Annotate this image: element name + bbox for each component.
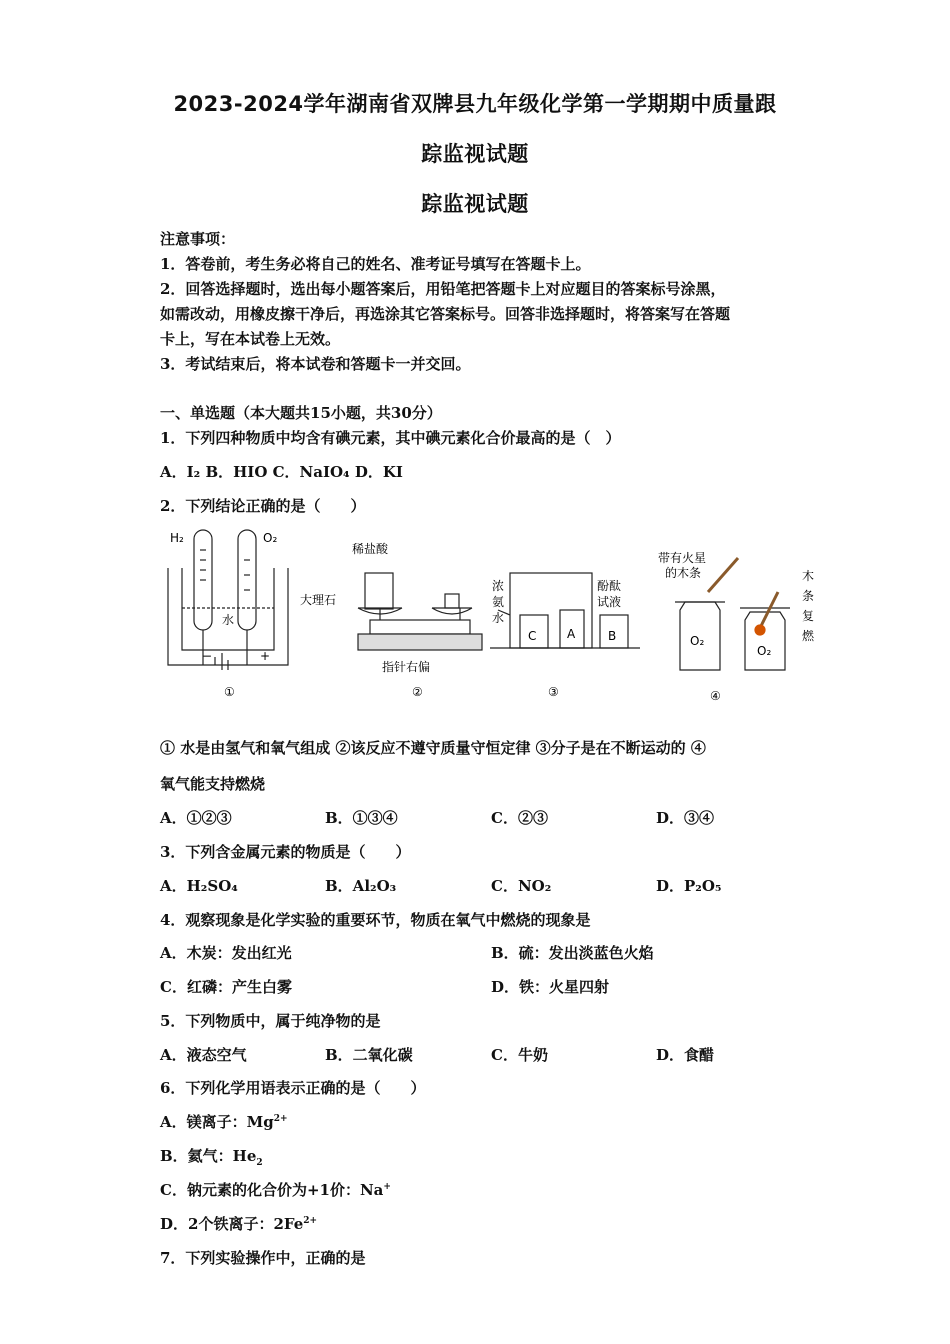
marble-label: 大理石 [300,593,337,607]
beaker-b-label: B [608,629,617,643]
q5-option-d[interactable]: D．食醋 [656,1046,715,1064]
q6-option-d-charge: 2+ [303,1216,318,1226]
q6-option-c-text: C．钠元素的化合价为+1价：Na [160,1181,384,1199]
relight-label-1: 木 [802,569,815,583]
q6-option-b-subscript: 2 [256,1158,263,1168]
notice-heading: 注意事项： [160,230,236,248]
q4-option-a[interactable]: A．木炭：发出红光 [160,944,292,962]
q6-option-b-text: B．氦气：He [160,1147,257,1165]
q3-option-c[interactable]: C．NO₂ [491,877,552,895]
q6-option-a-charge: 2+ [273,1114,288,1124]
h2-label: H₂ [170,531,184,545]
notice-item-1: 1．答卷前，考生务必将自己的姓名、准考证号填写在答题卡上。 [160,255,591,273]
q6-option-c-charge: + [383,1182,391,1192]
q2-option-c[interactable]: C．②③ [491,809,548,827]
q6-option-b[interactable] [160,1145,263,1168]
q3-option-a[interactable]: A．H₂SO₄ [160,877,238,895]
q3-option-d[interactable]: D．P₂O₅ [656,877,722,895]
q6-stem: 6．下列化学用语表示正确的是（ ） [160,1079,426,1097]
o2-bottle-2-label: O₂ [757,644,772,658]
notice-item-2-cont: 如需改动，用橡皮擦干净后，再选涂其它答案标号。回答非选择题时，将答案写在答题 [160,305,731,323]
conc-ammonia-1: 浓 [492,579,505,593]
figure-label-1: ① [224,685,235,699]
dilute-hcl-label: 稀盐酸 [352,542,389,556]
figure-label-3: ③ [548,685,559,699]
q5-option-a[interactable]: A．液态空气 [160,1046,247,1064]
svg-text:+: + [260,649,271,663]
relight-label-4: 燃 [802,629,815,643]
relight-label-2: 条 [802,589,815,603]
beaker-a-label: A [567,627,576,641]
q4-option-b[interactable]: B．硫：发出淡蓝色火焰 [491,944,654,962]
phenolphthalein-label-1: 酚酞 [597,579,622,593]
figure-label-2: ② [412,685,423,699]
relight-label-3: 复 [802,609,815,623]
q2-option-d[interactable]: D．③④ [656,809,715,827]
q7-stem: 7．下列实验操作中，正确的是 [160,1249,366,1267]
electrolysis-inner [182,568,274,650]
q5-stem: 5．下列物质中，属于纯净物的是 [160,1012,381,1030]
conc-ammonia-3: 水 [492,611,505,625]
q4-stem: 4．观察现象是化学实验的重要环节，物质在氧气中燃烧的现象是 [160,911,591,929]
q2-option-b[interactable]: B．①③④ [325,809,398,827]
spark-stick-label-1: 带有火星 [658,551,707,565]
pointer-right-label: 指针右偏 [382,660,431,674]
q5-option-c[interactable]: C．牛奶 [491,1046,548,1064]
q6-option-d[interactable] [160,1213,317,1234]
exam-title-line3: 踪监视试题 [421,192,529,216]
beaker-c-label: C [528,629,537,643]
q2-statement-line2: 氧气能支持燃烧 [160,775,266,793]
q6-option-d-text: D．2个铁离子：2Fe [160,1215,304,1233]
q2-statement-line1: ① 水是由氢气和氧气组成 ②该反应不遵守质量守恒定律 ③分子是在不断运动的 ④ [160,739,706,757]
q3-stem: 3．下列含金属元素的物质是（ ） [160,843,411,861]
q3-option-b[interactable]: B．Al₂O₃ [325,877,397,895]
conc-ammonia-2: 氨 [492,595,505,609]
phenolphthalein-label-2: 试液 [597,595,622,609]
o2-tube [238,530,256,630]
water-label: 水 [222,613,235,627]
balance-apparatus [358,573,482,650]
notice-item-2: 2．回答选择题时，选出每小题答案后，用铅笔把答题卡上对应题目的答案标号涂黑， [160,280,726,298]
q4-option-d[interactable]: D．铁：火星四射 [491,978,610,996]
notice-item-3: 3．考试结束后，将本试卷和答题卡一并交回。 [160,355,471,373]
o2-bottle-1-label: O₂ [690,634,705,648]
exam-title-line1: 2023-2024学年湖南省双牌县九年级化学第一学期期中质量跟 [173,92,777,116]
q6-option-a-text: A．镁离子：Mg [160,1113,274,1131]
q1-options: A．I₂ B．HIO C．NaIO₄ D．KI [160,463,403,481]
section-heading: 一、单选题（本大题共15小题，共30分） [160,404,442,422]
figure-label-4: ④ [710,689,721,703]
notice-item-2-cont2: 卡上，写在本试卷上无效。 [160,330,341,348]
exam-title-line2: 踪监视试题 [421,142,529,166]
spark-stick-label-2: 的木条 [665,566,702,580]
q2-experiment-figure [160,520,820,710]
q6-option-c[interactable] [160,1179,391,1200]
q6-option-a[interactable] [160,1111,288,1132]
q2-option-a[interactable]: A．①②③ [160,809,232,827]
svg-text:−: − [202,649,213,663]
battery-symbol [215,653,228,670]
q4-option-c[interactable]: C．红磷：产生白雾 [160,978,292,996]
o2-label: O₂ [263,531,278,545]
q1-stem: 1．下列四种物质中均含有碘元素，其中碘元素化合价最高的是（ ） [160,429,621,447]
q5-option-b[interactable]: B．二氧化碳 [325,1046,413,1064]
q2-stem: 2．下列结论正确的是（ ） [160,497,366,515]
